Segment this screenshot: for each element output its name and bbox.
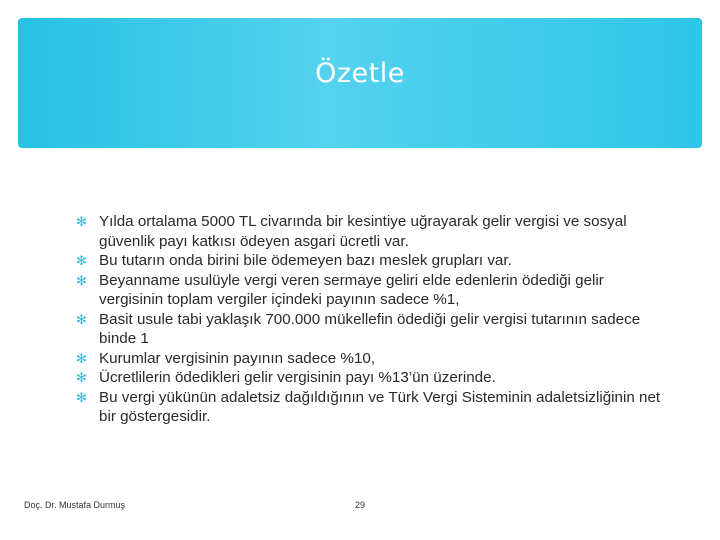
bullet-text: Bu tutarın onda birini bile ödemeyen bazı meslek grupları var. — [99, 252, 512, 269]
page-number: 29 — [355, 500, 366, 510]
bullet-text: Basit usule tabi yaklaşık 700.000 mükellefin ödediği gelir vergisi tutarının sadece binde 1 — [99, 310, 641, 347]
asterisk-bullet-icon: ✻ — [76, 214, 87, 229]
bullet-list — [76, 212, 666, 427]
bullet-text: Kurumlar vergisinin payının sadece %10, — [99, 349, 376, 367]
bullet-item — [76, 349, 666, 369]
asterisk-bullet-icon: ✻ — [76, 370, 87, 385]
asterisk-bullet-icon: ✻ — [76, 311, 87, 327]
asterisk-bullet-icon: ✻ — [76, 350, 87, 366]
bullet-text: Ücretlilerin ödedikleri gelir vergisinin payı %13’ün üzerinde. — [99, 369, 496, 386]
slide-title: Özetle — [315, 58, 405, 89]
bullet-item — [76, 388, 666, 427]
bullet-item — [76, 310, 666, 349]
asterisk-bullet-icon: ✻ — [76, 389, 87, 405]
title-banner — [18, 18, 702, 148]
bullet-item — [76, 251, 666, 271]
bullet-text: Yılda ortalama 5000 TL civarında bir kesintiye uğrayarak gelir vergisi ve sosyal güvenlik payı katkısı ödeyen asgari ücretli var. — [99, 213, 627, 250]
footer-author: Doç. Dr. Mustafa Durmuş — [24, 500, 126, 510]
bullet-item — [76, 271, 666, 310]
bullet-text: Beyanname usulüyle vergi veren sermaye geliri elde edenlerin ödediği gelir vergisinin toplam vergiler içindeki payının sadece %1, — [99, 271, 604, 308]
asterisk-bullet-icon: ✻ — [76, 272, 87, 288]
bullet-item — [76, 368, 666, 388]
asterisk-bullet-icon: ✻ — [76, 253, 87, 268]
bullet-item — [76, 212, 666, 251]
bullet-text: Bu vergi yükünün adaletsiz dağıldığının ve Türk Vergi Sisteminin adaletsizliğinin net bir göstergesidir. — [99, 388, 661, 425]
